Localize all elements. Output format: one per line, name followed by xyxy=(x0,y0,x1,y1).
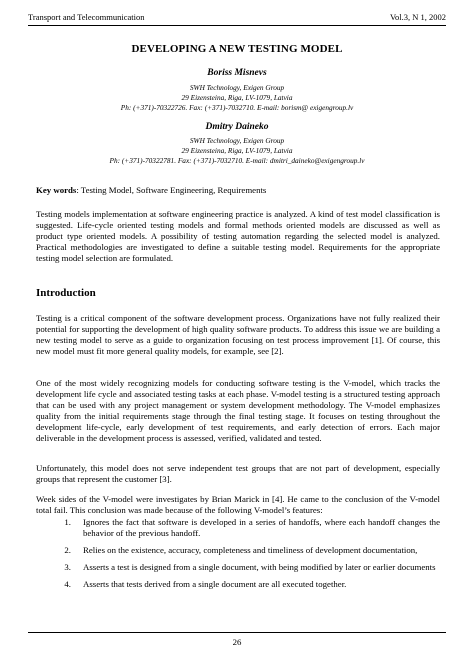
list-item xyxy=(36,562,440,573)
author-address: 29 Eizensteina, Riga, LV-1079, Latvia xyxy=(181,93,293,102)
paper-title: DEVELOPING A NEW TESTING MODEL xyxy=(131,43,343,55)
section-heading: Introduction xyxy=(36,287,96,299)
paragraph: Week sides of the V-model were investigates by Brian Marick in [4]. He came to the conclusion of the V-model total fail. This conclusion was made because of the following V-model’s features: xyxy=(36,494,440,515)
author-address: 29 Eizensteina, Riga, LV-1079, Latvia xyxy=(181,146,293,155)
keywords-label: Key words xyxy=(36,185,77,195)
author-contact: Ph: (+371)-70322781. Fax: (+371)-7032710. E-mail: dmitri_daineko@exigengroup.lv xyxy=(109,156,365,165)
list-text: Ignores the fact that software is developed in a series of handoffs, where each handoff changes the behavior of the previous handoff. xyxy=(83,517,440,538)
abstract: Testing models implementation at software engineering practice is analyzed. A kind of test model classification is suggested. Life-cycle oriented testing models and formal methods oriented models are discussed as well as product type oriented models. A possibility of testing automation regarding the selected model is analyzed. Practical methodologies are investigated to define a suitable testing model. Requirements for the appropriate testing model selection are formulated. xyxy=(36,209,440,263)
author-affiliation: SWH Technology, Exigen Group xyxy=(189,136,285,145)
running-header xyxy=(28,12,446,22)
list-item xyxy=(36,517,440,539)
list-text: Asserts that tests derived from a single document are all executed together. xyxy=(83,578,347,589)
keywords-text: : Testing Model, Software Engineering, Requirements xyxy=(76,185,267,195)
footer-rule xyxy=(28,632,446,633)
numbered-list xyxy=(36,517,440,596)
list-number: 3. xyxy=(64,561,71,572)
list-number: 2. xyxy=(64,544,71,555)
paragraph: Testing is a critical component of the software development process. Organizations have not fully realized their potential for supporting the development of high quality software products. To address this issue we are building a new testing model to serve as a guide to organization focusing on test process improvement [1]. Of course, this new model must fit more general quality models, for example, see [2]. xyxy=(36,313,440,356)
author-block-2 xyxy=(28,122,446,166)
paragraph: Unfortunately, this model does not serve independent test groups that are not part of development, especially groups that represent the customer [3]. xyxy=(36,463,440,484)
list-text: Asserts a test is designed from a single document, with being modified by later or earlier documents xyxy=(83,561,436,572)
header-rule xyxy=(28,25,446,26)
author-affiliation: SWH Technology, Exigen Group xyxy=(189,83,285,92)
page-number: 26 xyxy=(232,637,242,647)
author-block-1 xyxy=(28,68,446,113)
list-text: Relies on the existence, accuracy, completeness and timeliness of development documentation, xyxy=(83,544,418,555)
author-name: Boriss Misnevs xyxy=(207,68,267,78)
list-item xyxy=(36,545,440,556)
volume-info: Vol.3, N 1, 2002 xyxy=(389,12,446,22)
list-item xyxy=(36,579,440,590)
author-contact: Ph: (+371)-70322726. Fax: (+371)-7032710. E-mail: borism@ exigengroup.lv xyxy=(120,103,354,112)
list-number: 1. xyxy=(64,517,71,527)
paragraph: One of the most widely recognizing models for conducting software testing is the V-model, which tracks the development life cycle and associated testing tasks at each phase. V-model testing is a structured testing approach that can be used with any project management or system development methodology. The V-model emphasizes quality from the initial requirements stage through the final testing stage. It focuses on testing throughout the development life-cycle, early development of test requirements, and early detection of errors. Each major deliverable in the development process is assessed, verified, validated and tested. xyxy=(36,378,440,443)
author-name: Dmitry Daineko xyxy=(205,122,269,132)
keywords xyxy=(36,185,440,196)
journal-name: Transport and Telecommunication xyxy=(28,12,145,22)
list-number: 4. xyxy=(64,578,71,589)
